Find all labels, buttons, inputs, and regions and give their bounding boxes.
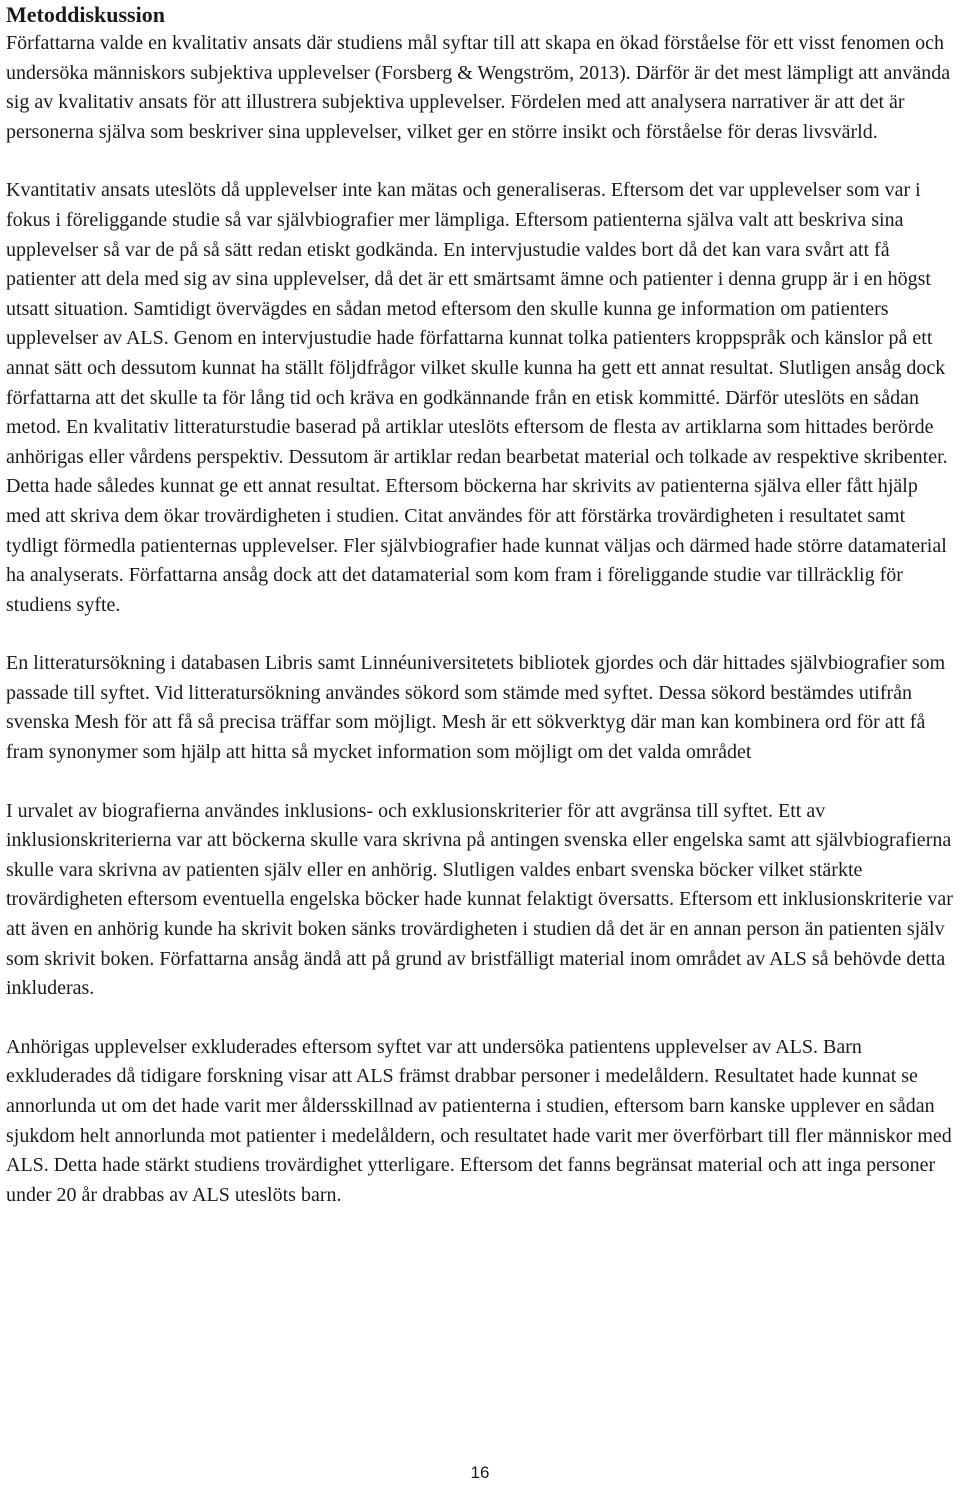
paragraph-exclusion-criteria: Anhörigas upplevelser exkluderades eftersom syftet var att undersöka patientens upplevelser av ALS. Barn exkluderades då tidigare forskning visar att ALS främst drabbar personer i medelåldern. Resultatet hade kunnat se annorlunda ut om det hade varit mer åldersskillnad av patienterna i studien, eftersom barn kanske upplever en sådan sjukdom helt annorlunda mot patienter i medelåldern, och resultatet hade varit mer överförbart till fler människor med ALS. Detta hade stärkt studiens trovärdighet ytterligare. Eftersom det fanns begränsat material och att inga personer under 20 år drabbas av ALS uteslöts barn. — [6, 1035, 952, 1206]
paragraph-gap — [6, 147, 956, 176]
document-page — [6, 0, 956, 1210]
paragraph-inclusion-criteria: I urvalet av biografierna användes inklusions- och exklusionskriterier för att avgränsa till syftet. Ett av inklusionskriterierna var att böckerna skulle vara skrivna på antingen svenska eller engelska samt att självbiografierna skulle vara skrivna av patienten själv eller en anhörig. Slutligen valdes enbart svenska böcker vilket stärkte trovärdigheten eftersom eventuella engelska böcker hade kunnat felaktigt översatts. Eftersom ett inklusionskriterie var att även en anhörig kunde ha skrivit boken sänks trovärdigheten i studien då det är en annan person än patienten själv som skrivit boken. Författarna ansåg ändå att på grund av bristfälligt material inom området av ALS så behövde detta inkluderas. — [6, 799, 953, 1000]
paragraph-method-choice: Författarna valde en kvalitativ ansats där studiens mål syftar till att skapa en ökad förståelse för ett visst fenomen och undersöka människors subjektiva upplevelser (Forsberg & Wengström, 2013). Därför är det mest lämpligt att använda sig av kvalitativ ansats för att illustrera subjektiva upplevelser. Fördelen med att analysera narrativer är att det är personerna själva som beskriver sina upplevelser, vilket ger en större insikt och förståelse för deras livsvärld. — [6, 32, 951, 143]
section-heading: Metoddiskussion — [6, 2, 165, 27]
paragraph-literature-search: En litteratursökning i databasen Libris samt Linnéuniversitetets bibliotek gjordes och där hittades självbiografier som passade till syftet. Vid litteratursökning användes sökord som stämde med syftet. Dessa sökord bestämdes utifrån svenska Mesh för att få så precisa träffar som möjligt. Mesh är ett sökverktyg där man kan kombinera ord för att få fram synonymer som hjälp att hitta så mycket information som möjligt om det valda området — [6, 652, 946, 764]
paragraph-gap — [6, 1004, 956, 1033]
paragraph-excluded-methods: Kvantitativ ansats uteslöts då upplevelser inte kan mätas och generaliseras. Eftersom det var upplevelser som var i fokus i föreliggande studie så var självbiografier mer lämpliga. Eftersom patienterna själva valt att beskriva sina upplevelser så var de på så sätt redan etiskt godkända. En intervjustudie valdes bort då det kan vara svårt att få patienter att dela med sig av sina upplevelser, då det är ett smärtsamt ämne och patienter i denna grupp är i en högst utsatt situation. Samtidigt övervägdes en sådan metod eftersom den skulle kunna ge information om patienters upplevelser av ALS. Genom en intervjustudie hade författarna kunnat tolka patienters kroppspråk och känslor på ett annat sätt och dessutom kunnat ha ställt följdfrågor vilket skulle kunna ha gett ett annat resultat. Slutligen ansåg dock författarna att det skulle ta för lång tid och kräva en godkännande från en etisk kommitté. Därför uteslöts en sådan metod. En kvalitativ litteraturstudie baserad på artiklar uteslöts eftersom de flesta av artiklarna som hittades berörde anhörigas eller vårdens perspektiv. Dessutom är artiklar redan bearbetat material och tolkade av respektive skribenter. Detta hade således kunnat ge ett annat resultat. Eftersom böckerna har skrivits av patienterna själva eller fått hjälp med att skriva dem ökar trovärdigheten i studien. Citat användes för att förstärka trovärdigheten i resultatet samt tydligt förmedla patienternas upplevelser. Fler självbiografier hade kunnat väljas och därmed hade större datamaterial ha analyserats. Författarna ansåg dock att det datamaterial som kom fram i föreliggande studie var tillräcklig för studiens syfte. — [6, 179, 948, 616]
paragraph-gap — [6, 768, 956, 797]
page-number: 16 — [470, 1463, 490, 1482]
paragraph-gap — [6, 620, 956, 649]
